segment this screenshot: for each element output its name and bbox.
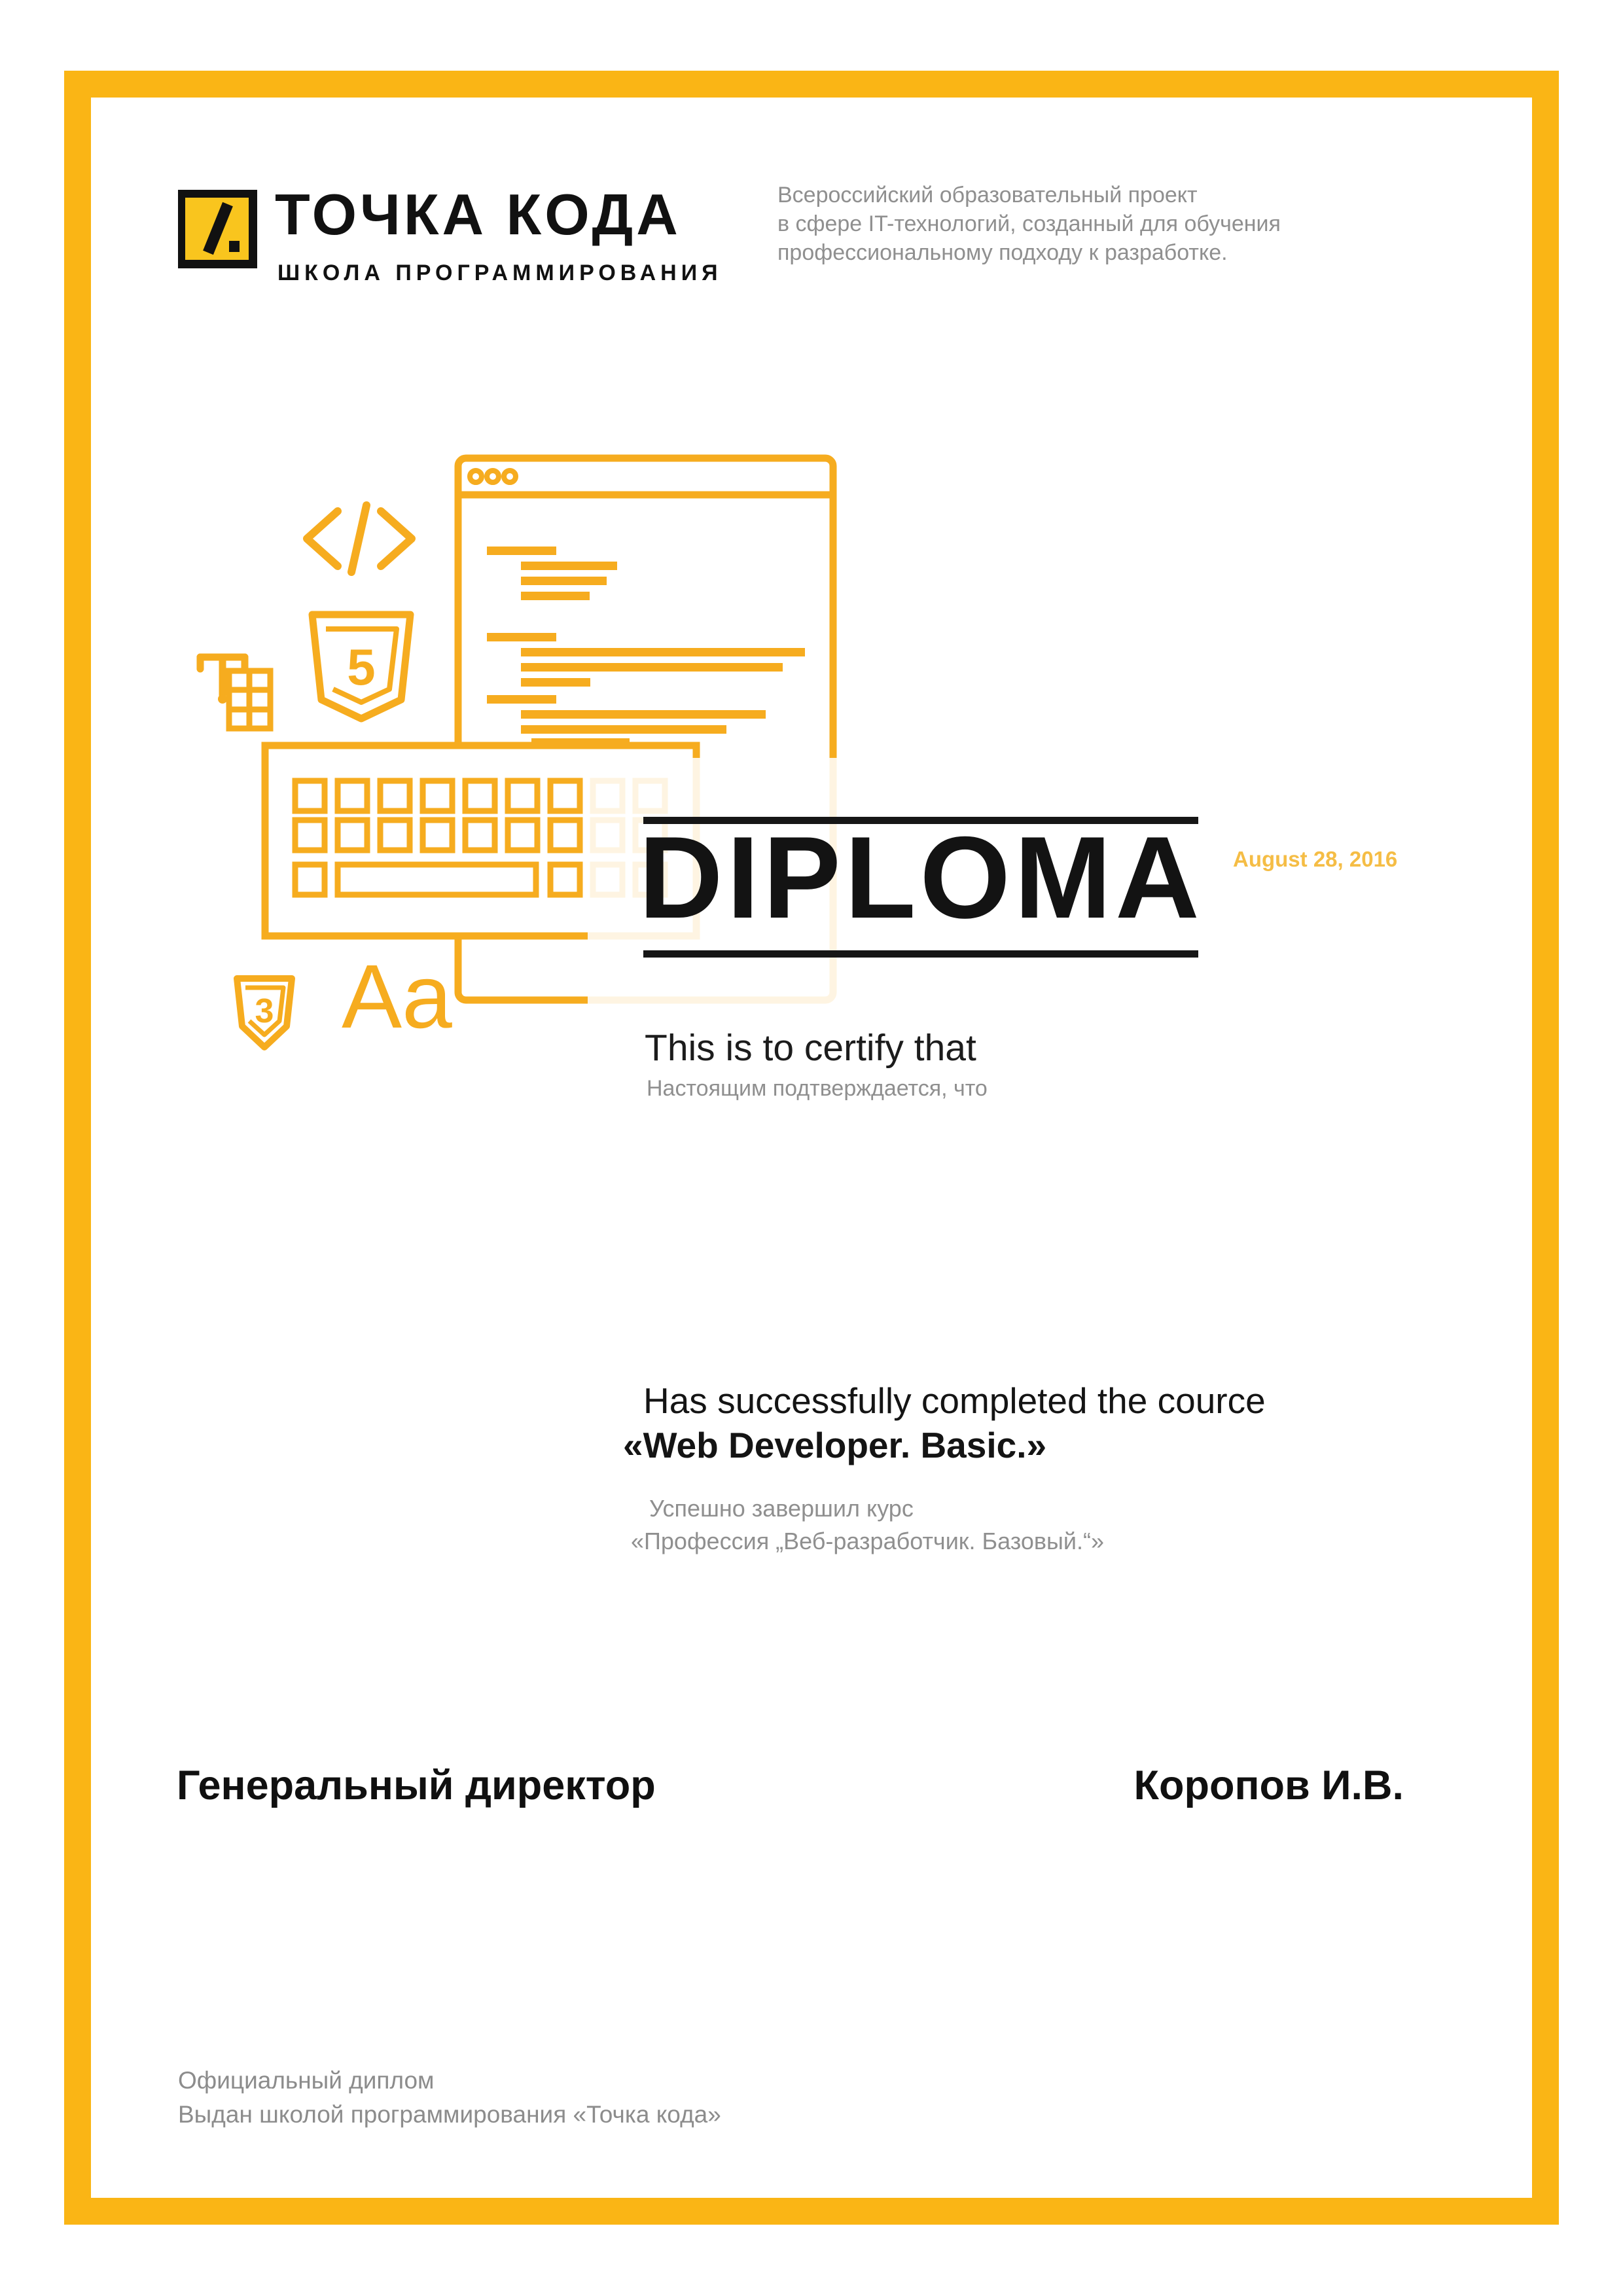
brand-name: ТОЧКА КОДА: [275, 182, 681, 247]
css3-shield-icon: [237, 978, 292, 1047]
course-name-ru: «Профессия „Веб-разработчик. Базовый.“»: [631, 1528, 1105, 1554]
completed-text-en: Has successfully completed the cource: [643, 1380, 1266, 1421]
title-rule-bottom: [643, 950, 1198, 958]
intro-paragraph: [777, 181, 1281, 267]
course-name: «Web Developer. Basic.»: [623, 1425, 1047, 1465]
intro-line: в сфере IT-технологий, созданный для обучения: [777, 211, 1281, 236]
code-lines: [487, 547, 805, 747]
logo-slash-icon: [178, 190, 257, 268]
typography-aa-icon: Aa: [342, 946, 452, 1047]
footer-line: Выдан школой программирования «Точка кода»: [178, 2101, 721, 2128]
html5-shield-icon: [312, 615, 410, 719]
completed-text-ru: Успешно завершил курс: [649, 1495, 914, 1522]
window-dots-icon: [470, 471, 516, 482]
issue-date: August 28, 2016: [1233, 847, 1398, 871]
signature-role: Генеральный директор: [177, 1763, 656, 1808]
certify-text-en: This is to certify that: [645, 1027, 976, 1069]
code-tag-icon: [307, 505, 412, 572]
table-icon: [229, 671, 270, 728]
svg-text:3: 3: [255, 992, 274, 1030]
brand-tagline: ШКОЛА ПРОГРАММИРОВАНИЯ: [277, 260, 722, 285]
intro-line: Всероссийский образовательный проект: [777, 183, 1198, 207]
certify-text-ru: Настоящим подтверждается, что: [647, 1076, 988, 1101]
svg-text:5: 5: [347, 638, 376, 696]
signature-name: Коропов И.В.: [1133, 1763, 1404, 1808]
intro-line: профессиональному подходу к разработке.: [777, 240, 1228, 265]
footer-line: Официальный диплом: [178, 2067, 435, 2094]
page-title: DIPLOMA: [639, 812, 1204, 942]
brand-logo-icon: [178, 190, 257, 268]
